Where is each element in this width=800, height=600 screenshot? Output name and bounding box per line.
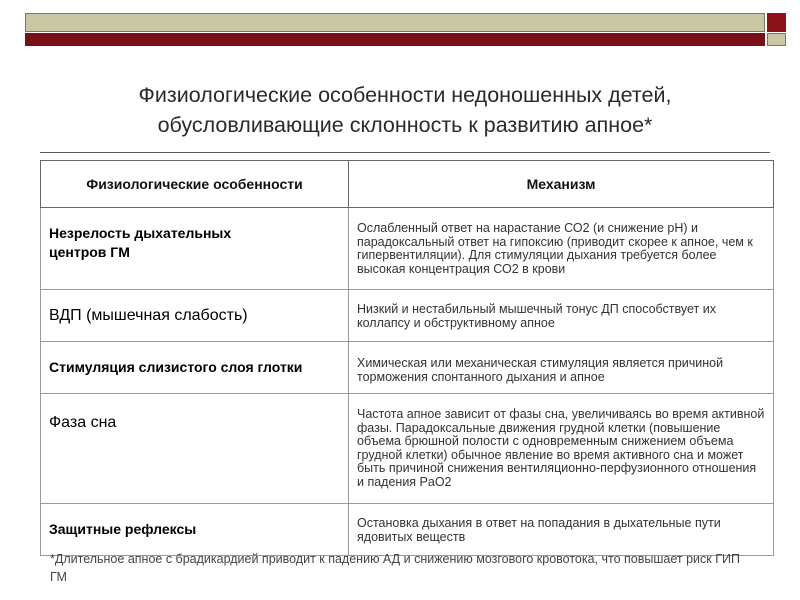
slide-title xyxy=(40,80,770,140)
mechanism-cell: Низкий и нестабильный мышечный тонус ДП способствует их коллапсу и обструктивному апное xyxy=(349,290,774,342)
feature-cell: Незрелость дыхательных центров ГМ xyxy=(41,208,349,290)
column-header-features: Физиологические особенности xyxy=(41,161,349,208)
slide-title-line-1: Физиологические особенности недоношенных детей, xyxy=(138,83,672,107)
decor-square-red xyxy=(767,13,786,32)
feature-cell: Защитные рефлексы xyxy=(41,504,349,556)
decor-bar-olive xyxy=(25,13,765,32)
title-divider xyxy=(40,152,770,153)
mechanism-cell: Ослабленный ответ на нарастание СО2 (и снижение рН) и парадоксальный ответ на гипоксию (приводит скорее к апное, чем к гипервентиляции). Для стимуляции дыхания требуется более высокая концентрация СО2 в крови xyxy=(349,208,774,290)
decor-bar-maroon xyxy=(25,33,765,46)
header-decoration xyxy=(0,0,800,60)
features-table xyxy=(40,160,774,556)
table-row xyxy=(41,504,774,556)
table-row xyxy=(41,290,774,342)
mechanism-cell: Частота апное зависит от фазы сна, увеличиваясь во время активной фазы. Парадоксальные движения грудной клетки (повышение объема брюшной полости с одновременным снижением объема грудной клетки) обычное явление во время активного сна и может быть причиной снижения вентиляционно-перфузионного отношения и падения PaO2 xyxy=(349,394,774,504)
table-row xyxy=(41,208,774,290)
feature-cell: Фаза сна xyxy=(41,394,349,504)
mechanism-cell: Остановка дыхания в ответ на попадания в дыхательные пути ядовитых веществ xyxy=(349,504,774,556)
column-header-mechanism: Механизм xyxy=(349,161,774,208)
table-row xyxy=(41,394,774,504)
mechanism-cell: Химическая или механическая стимуляция является причиной торможения спонтанного дыхания и апное xyxy=(349,342,774,394)
table-row xyxy=(41,342,774,394)
table-header-row xyxy=(41,161,774,208)
decor-square-olive xyxy=(767,33,786,46)
feature-cell: ВДП (мышечная слабость) xyxy=(41,290,349,342)
slide-title-line-2: обусловливающие склонность к развитию апное* xyxy=(157,113,653,137)
footnote: *Длительное апное с брадикардией приводит к падению АД и снижению мозгового кровотока, что повышает риск ГИП ГМ xyxy=(50,552,740,584)
feature-cell: Стимуляция слизистого слоя глотки xyxy=(41,342,349,394)
